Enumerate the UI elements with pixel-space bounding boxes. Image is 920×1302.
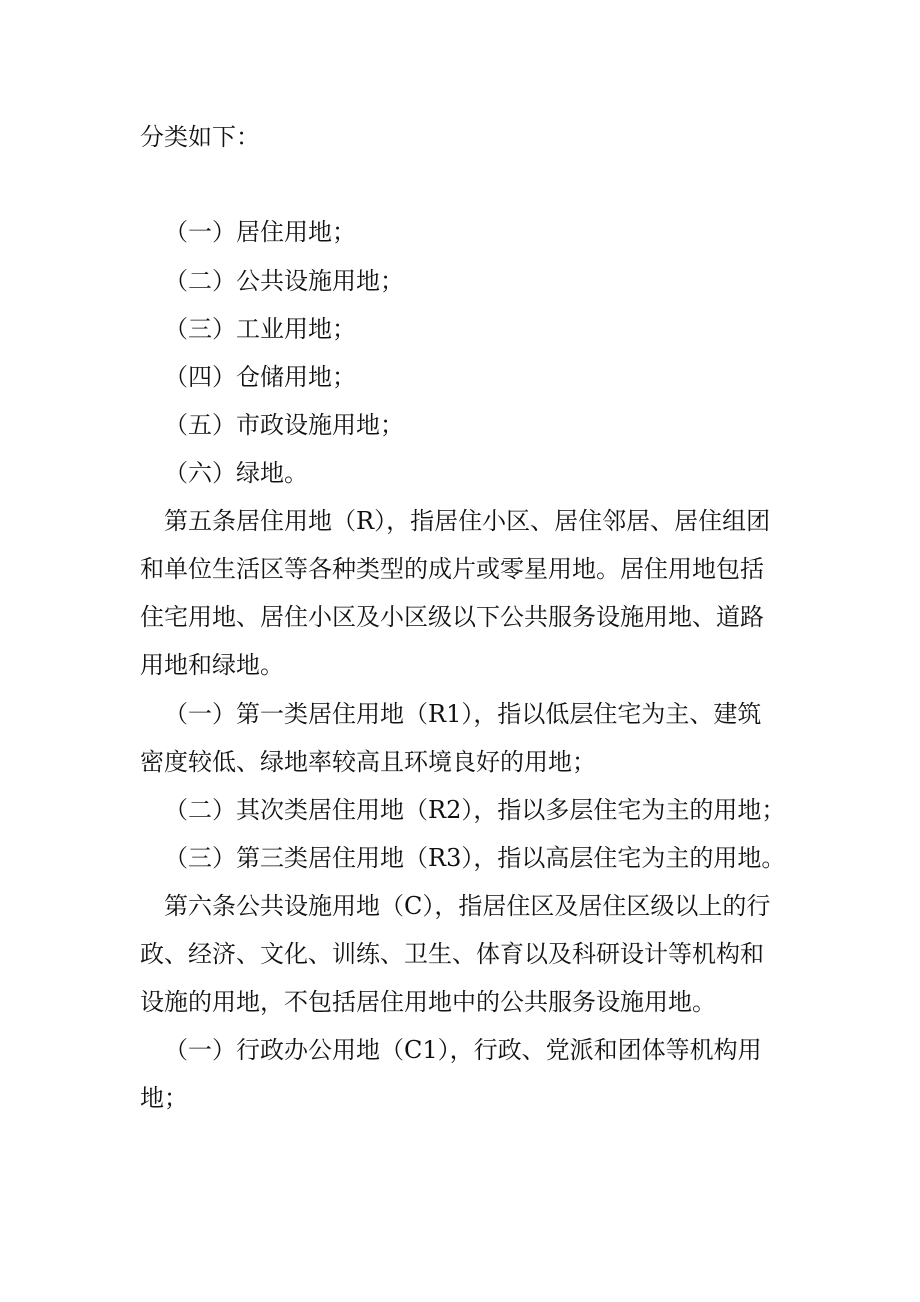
article6-line: 第六条公共设施用地（C），指居住区及居住区级以上的行 — [164, 892, 771, 920]
article5-item: （二）其次类居住用地（R2），指以多层住宅为主的用地； — [164, 796, 786, 824]
article5-item: 密度较低、绿地率较高且环境良好的用地； — [140, 748, 596, 776]
category-item: （四）仓储用地； — [164, 363, 356, 391]
category-item: （三）工业用地； — [164, 315, 356, 343]
article6-item: 地； — [140, 1084, 188, 1112]
category-item: （六）绿地。 — [164, 459, 308, 487]
article5-item: （三）第三类居住用地（R3），指以高层住宅为主的用地。 — [164, 844, 786, 872]
article5-item: （一）第一类居住用地（R1），指以低层住宅为主、建筑 — [164, 700, 762, 728]
article5-line: 第五条居住用地（R），指居住小区、居住邻居、居住组团 — [164, 507, 771, 535]
article6-line: 政、经济、文化、训练、卫生、体育以及科研设计等机构和 — [140, 940, 764, 968]
article5-line: 用地和绿地。 — [140, 651, 284, 679]
article6-item: （一）行政办公用地（C1），行政、党派和团体等机构用 — [164, 1036, 762, 1064]
category-item: （二）公共设施用地； — [164, 267, 404, 295]
article6-line: 设施的用地，不包括居住用地中的公共服务设施用地。 — [140, 988, 716, 1016]
article5-line: 和单位生活区等各种类型的成片或零星用地。居住用地包括 — [140, 555, 764, 583]
category-item: （五）市政设施用地； — [164, 411, 404, 439]
intro-line: 分类如下： — [140, 123, 260, 151]
article5-line: 住宅用地、居住小区及小区级以下公共服务设施用地、道路 — [140, 603, 764, 631]
category-item: （一）居住用地； — [164, 218, 356, 246]
